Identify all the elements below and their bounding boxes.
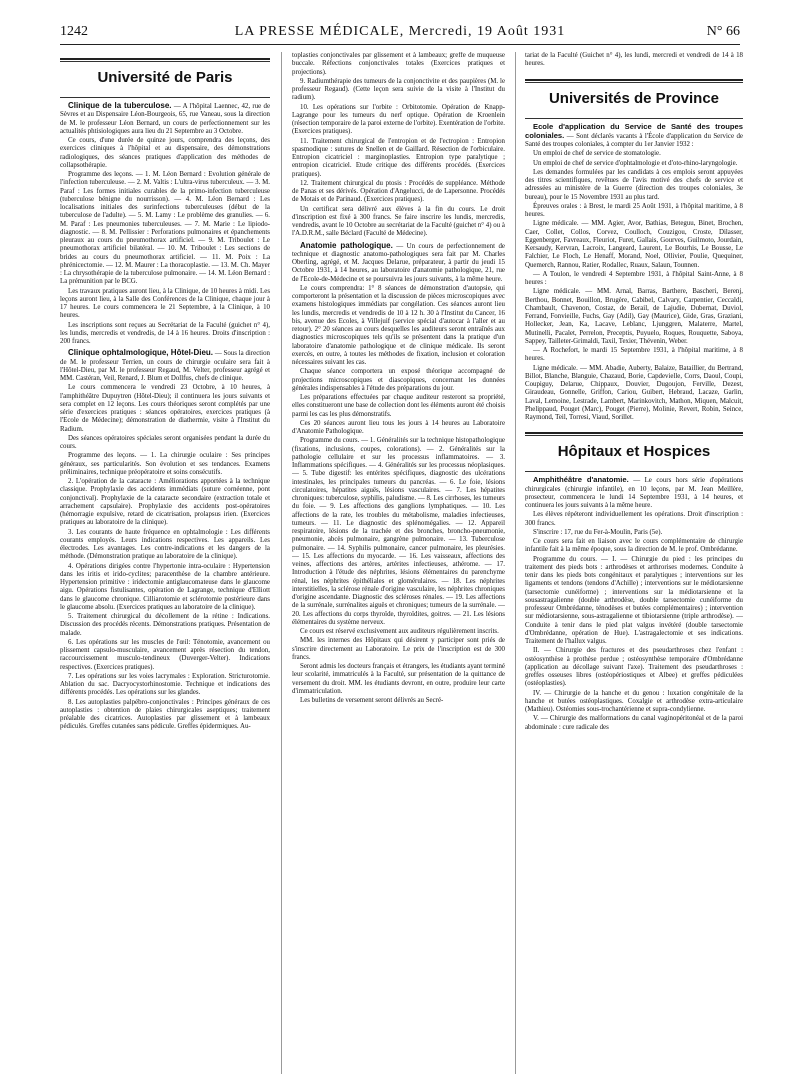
article-paragraph: Les demandes formulées par les candidats à ces emplois seront appuyées des titres scientifiques, revêtues de l'avis motivé des chefs de service et adressées au ministère de la Guerre (direction des troupes coloniales, 3e bureau), pour le 15 Novembre 1931 au plus tard. (525, 168, 743, 201)
article-heading: Amphithéâtre d'anatomie. (533, 475, 629, 485)
article-paragraph: 9. Radiumthérapie des tumeurs de la conjonctivite et des paupières (M. le professeur Regaud). (Cette leçon sera suivie de la visite à l'Institut du radium). (292, 77, 505, 102)
article-paragraph: Ligne médicale. — MM. Agier, Avor, Bathias, Beteguu, Binet, Brochen, Caer, Collet, Collos, Corvez, Coulloch, Couzigou, Croste, Dilasser, Eggenberger, Favreaux, Fleuriot, Furet, Gallais, Gourves, Guilmoto, Jourdain, Kersaudy, Kervran, Lacroix, Langeard, Laurent, Le Bourhis, Le Bousse, Le Falchier, Le Floch, Le Henaff, Morand, Noel, Ollivier, Poulie, Quequiner, Quemerch, Rannou, Ratier, Rodallec, Ruaux, Salaun, Tounnen. (525, 220, 743, 269)
article-heading: Clinique ophtalmologique, Hôtel-Dieu. (68, 348, 214, 358)
article-paragraph: Un certificat sera délivré aux élèves à la fin du cours. Le droit d'inscription est fixé à 300 francs. Se faire inscrire les lundis, mercredis, vendredis, avant le 10 Octobre au secrétariat de la Faculté (guichet n° 4) ou à l'A.D.R.M., salle Béclard (Faculté de Médecine). (292, 205, 505, 238)
article-paragraph: Seront admis les docteurs français et étrangers, les étudiants ayant terminé leur scolarité, immatriculés à la Faculté, sur présentation de la quittance de versement du droit. MM. les étudiants devront, en outre, produire leur carte d'immatriculation. (292, 663, 505, 695)
article-paragraph: Les élèves répéteront individuellement les opérations. Droit d'inscription : 300 francs. (525, 511, 743, 527)
section-rule (525, 82, 743, 83)
section-rule (525, 435, 743, 436)
issue-number: N° 66 (706, 24, 740, 39)
article-heading: Anatomie pathologique. (300, 240, 393, 250)
section-rule (525, 432, 743, 434)
article-paragraph: Les préparations effectuées par chaque auditeur resteront sa propriété, elles constitueront une base de collection dont les éléments auront été choisis parmi les cas les plus démonstratifs. (292, 394, 505, 418)
section-rule (525, 118, 743, 119)
article-paragraph: Le cours commencera le vendredi 23 Octobre, à 10 heures, à l'amphithéâtre Dupuytren (Hôtel-Dieu); il continuera les jours suivants et sera complet en 12 leçons. Les cours théoriques seront complétés par une série d'exercices pratiques : séances opératoires, exercices pratiques (à l'Ecole de Médecine); démonstration de diathermie, visite à l'Institut du Radium. (60, 384, 270, 433)
column-divider (515, 52, 516, 1074)
article-paragraph: 8. Les autoplasties palpébro-conjonctivales : Principes généraux de ces autoplasties : obtention de plaies chirurgicales aseptiques; traitement préalable des cicatrices. Autoplasties par glissement et à lambeaux pédiculés. Greffes cutanées sans pédicule. Greffes épidermiques. Au- (60, 698, 270, 731)
column-divider (281, 52, 282, 1074)
article-paragraph: Des séances opératoires spéciales seront organisées pendant la durée du cours. (60, 434, 270, 450)
article-heading: Clinique de la tuberculose. (68, 101, 172, 110)
page-header (60, 22, 740, 45)
article-paragraph: 4. Opérations dirigées contre l'hypertonie intra-oculaire : Hypertension dans les iritis et irido-cyclites; paracenthèse de la chambre antérieure. Hypertension primitive : iridectomie antiglaucomateuse dans le glaucome aigu. Opérations fistulisantes, opération de Lagrange, technique d'Elliott dans le glaucome chronique. Cilliarotomie et sclérotomie postérieure dans le glaucome absolu. (Exercices pratiques au laboratoire de la clinique). (60, 562, 270, 611)
section-title: Université de Paris (97, 69, 233, 86)
article-heading: Ecole d'application du Service de Santé des troupes coloniales. (525, 121, 743, 140)
article-paragraph: Les bulletins de versement seront délivrés au Secré- (300, 697, 444, 704)
article-paragraph: Anatomie pathologique. — Un cours de perfectionnement de technique et diagnostic anatomo-pathologiques sera fait par M. Charles Oberling, agrégé, et M. Jacques Delarue, préparateur, à partir du jeudi 15 Octobre 1931, à 14 heures, au laboratoire d'anatomie pathologique, 21, rue de l'Ecole-de-Médecine et se poursuivra les jours suivants, à la même heure. (292, 240, 505, 283)
article-paragraph: Ce cours est réservé exclusivement aux auditeurs régulièrement inscrits. (300, 628, 499, 635)
article-paragraph: Ligne médicale. — MM. Arnal, Barras, Barthere, Bascheri, Berenj, Berthou, Bonnet, Bouillon, Brugère, Cabibel, Calvary, Carpentier, Ceccaldi, Chambault, Chavenon, Costaz, de Berail, de Lajudie, Dubernat, Duviol, Ferrand, Fonvieille, Fuchs, Gay (Adil), Gay (Maurice), Gide, Gras, Graziani, Hollecker, Jean, Ka, Lacave, Leblanc, Ljunggren, Malaterre, Martel, Mutinelli, Pacalet, Perrelon, Preceptis, Puyuelo, Roques, Rouquette, Saboya, Sappey, Tailleter-Grimaldi, Taxil, Texier, Thévenin, Weber. (525, 288, 743, 345)
section-rule (60, 58, 270, 60)
article-paragraph: Programme des leçons. — 1. La chirurgie oculaire : Ses principes généraux, ses particularités. Son évolution et ses tendances. Examens préliminaires, technique préopératoire et soins consécutifs. (60, 452, 270, 476)
article-paragraph: 6. Les opérations sur les muscles de l'œil: Ténotomie, avancement ou plissement capsulo-musculaire, avancement après résection du tendon, raccourcissement musculo-tendineux (Duverger-Velter). Indications respectives. (Exercices pratiques). (60, 638, 270, 671)
article-paragraph: Amphithéâtre d'anatomie. — Le cours hors série d'opérations chirurgicales (chirurgie infantile), en 10 leçons, par M. Jean Meillère, prosecteur, commencera le lundi 14 Septembre 1931, à 14 heures, et continuera les jours suivants à la même heure. (525, 475, 743, 509)
section-rule (60, 97, 270, 98)
column-middle (292, 52, 505, 1074)
article-paragraph: MM. les internes des Hôpitaux qui désirent y participer sont priés de s'inscrire directement au Laboratoire. Le prix de l'inscription est de 300 francs. (292, 637, 505, 661)
article-paragraph: Clinique ophtalmologique, Hôtel-Dieu. — Sous la direction de M. le professeur Terrien, un cours de chirurgie oculaire sera fait à l'Hôtel-Dieu, par M. le professeur Regaud, M. Velter, professeur agrégé et MM. Castéran, Veil, Renard, J. Blum et Dollfus, chefs de clinique. (60, 348, 270, 382)
article-paragraph: Programme du cours. — 1. Généralités sur la technique histopathologique (fixations, inclusions, coupes, colorations). — 2. Généralités sur la pathologie cellulaire et sur les processus inflammatoires. — 3. Inflammations spécifiques. — 4. Généralités sur les processus néoplasiques. — 5. Tube digestif: les entérites spécifiques, diagnostic des ulcérations intestinales, les principales tumeurs du pancréas. — 6. Le foie, lésions circulatoires, hépatites aiguës, lésions vasculaires. — 7. Les hépatites chroniques: tuberculose, syphilis, paludisme. — 8. Les cirrhoses, les tumeurs du foie. — 9. Les affections des ganglions lymphatiques. — 10. Les affections de la rate, les troubles du métabolisme, maladies infectieuses, tumeurs. — 11. Le diagnostic des splénomégalies. — 12. Appareil respiratoire, lésions de la trachée et des bronches, broncho-pneumonie, pneumonie, abcès pulmonaire, gangrène pulmonaire. — 13. Tuberculose pulmonaire. — 14. Syphilis pulmonaire, cancer pulmonaire, les pleurésies. — 15. Les affections du myocarde. — 16. Les vaisseaux, affections des veines, affections des artères, artérites infectieuses, athérome. — 17. Introduction à l'étude des néphrites, lésions élémentaires du parenchyme rénal, les néphrites épithéliales et glomérulaires. — 18. Les néphrites interstitielles, la sclérose rénale d'origine vasculaire, les néphrites chroniques d'origine ascendante. Diagnostic des scléroses rénales. — 19. Les affections de la surrénale, surrénalites aiguës et chroniques; tumeurs de la surrénale. — 20. Les affections du corps thyroïde, thyroïdites, goitres. — 21. Les lésions élémentaires du système nerveux. (292, 437, 505, 626)
section-rule (60, 61, 270, 62)
column-left (60, 52, 270, 1074)
article-paragraph: Les inscriptions sont reçues au Secrétariat de la Faculté (guichet n° 4), les lundis, mercredis et vendredis, de 14 à 16 heures. Droits d'inscription : 200 francs. (60, 321, 270, 345)
journal-title: LA PRESSE MÉDICALE, Mercredi, 19 Août 1931 (234, 24, 566, 39)
section-rule (525, 471, 743, 472)
article-paragraph: toplasties conjonctivales par glissement et à lambeaux; greffe de muqueuse buccale. Réfections conjonctivales totales (Exercices pratiques et projections). (292, 52, 505, 76)
article-paragraph: II. — Chirurgie des fractures et des pseudarthroses chez l'enfant : ostéosynthèse à prothèse perdue ; ostéosynthèse temporaire d'Ombrédanne (application au décollage suivant l'axe). Traitement des pseudarthroses : greffes osseuses libres (ostéopériostiques et Albee) et greffes pédiculées (ostéoplasties). (525, 647, 743, 688)
article-paragraph: Clinique de la tuberculose. — A l'hôpital Laennec, 42, rue de Sèvres et au Dispensaire Léon-Bourgeois, 65, rue Vaneau, sous la direction de M. le professeur Léon Bernard, un cours de perfectionnement sur les actualités phtisiologiques aura lieu du 21 Septembre au 3 Octobre. (60, 101, 270, 135)
article-paragraph: Le cours comprendra: 1° 8 séances de démonstration d'autopsie, qui comporteront la présentation et la discussion de pièces microscopiques avec examens histologiques immédiats par congélation. Ces séances auront lieu les lundis, mercredis et vendredis de 10 à 12 h. 30 à l'Institut du Cancer, 16 bis, avenue des Ecoles, à Villejuif (service spécial d'autocar à l'aller et au retour). 2° 20 séances au cours desquelles les auditeurs seront entraînés aux diagnostics microscopiques tels qu'ils se présentent dans la pratique d'un laboratoire d'anatomie pathologique et de clinique médicale. Ils seront exercés, en outre, à toutes les méthodes de fixation, inclusion et coloration nécessaires suivant les cas. (292, 284, 505, 366)
article-paragraph: Les travaux pratiques auront lieu, à la Clinique, de 10 heures à midi. Les leçons auront lieu, à la Salle des Conférences de la Clinique, chaque jour à 17 heures. Le cours commencera le 21 Septembre, à la Clinique, à 10 heures. (60, 287, 270, 320)
article-paragraph: 12. Traitement chirurgical du ptosis : Procédés de suppléance. Méthode de Panas et ses dérivés. Opération d'Angelucci, de de Lapersonne. Procédés de Motais et de Parinaud. (Exercices pratiques). (292, 179, 505, 204)
article-paragraph: 2. L'opération de la cataracte : Améliorations apportées à la technique classique. Prophylaxie des accidents immédiats (suture cornéenne, pont conjonctival). Prophylaxie de la cataracte secondaire (extraction totale et arrachement capsulaire). Prophylaxie des accidents post-opératoires (hémorragie expulsive, retard de cicatrisation, prolapsus irien. (Exercices pratiques au laboratoire de la clinique). (60, 478, 270, 527)
article-paragraph: Ces 20 séances auront lieu tous les jours à 14 heures au Laboratoire d'Anatomie Pathologique. (292, 419, 505, 435)
column-right (525, 52, 743, 1074)
article-paragraph: 3. Les courants de haute fréquence en ophtalmologie : Les différents courants employés. Leurs indications respectives. Les appareils. Les électrodes. Les avantages. Les contre-indications et les dangers de la méthode. (Démonstration pratique au laboratoire de la clinique). (60, 528, 270, 561)
article-paragraph: IV. — Chirurgie de la hanche et du genou : luxation congénitale de la hanche et butées ostéoplastiques. Coxalgie et arthrodèse extra-articulaire (Mathieu). Ostéomies sous-trochantérienne et supra-condylienne. (525, 689, 743, 713)
section-rule (525, 79, 743, 81)
article-paragraph: Ce cours sera fait en liaison avec le cours complémentaire de chirurgie infantile fait à la même époque, sous la direction de M. le prof. Ombrédanne. (525, 538, 743, 554)
article-paragraph: Un emploi de chef de service de stomatologie. (533, 150, 661, 158)
article-paragraph: V. — Chirurgie des malformations du canal vaginopéritonéal et de la paroi abdominale : cure radicale des (525, 715, 743, 731)
article-paragraph: Chaque séance comportera un exposé théorique accompagné de projections microscopiques et diascopiques, concernant les données générales indispensables à l'étude des préparations du jour. (292, 368, 505, 392)
article-paragraph: Un emploi de chef de service d'ophtalmologie et d'oto-rhino-laryngologie. (533, 159, 738, 167)
article-paragraph: Programme du cours. — I. — Chirurgie du pied : les principes du traitement des pieds bots : arthrodèses et arthrorises modernes. Conduite à tenir dans les pieds bots congénitaux et paralytiques ; interventions sur les ligaments et tendons (tendons d'Achille) ; interventions sur le médiotarsienne (tarsectomie cunéiforme) ; interventions sur la médiotarsienne et la sousastragalienne (double arthrodèse, double tarsectomie cunéiforme du professeur Ombrédanne, ténodèses et butées complémentaires) ; intervention sur médiotarsienne, sous-astragalienne et tibiotarsienne (triple arthrodèse). — Conduite à tenir dans le pied plat valgus invétéré (double tarsectomie d'Ombrédanne, opération de Hue). L'astragalectomie et ses indications. Traitement de l'hallux valgus. (525, 555, 743, 645)
article-paragraph: Programme des leçons. — 1. M. Léon Bernard : Evolution générale de l'infection tuberculeuse. — 2. M. Valtis : L'ultra-virus tuberculeux. — 3. M. Paraf : Les formes initiales curables de la primo-infection tuberculeuse (tuberculose bénigne du nourrisson). — 4. M. Léon Bernard : Les localisations initiales des surinfections tuberculeuses (début de la tuberculose de l'adulte). — 5. M. Lamy : Le problème des granulies. — 6. M. Paraf : Les pneumonies tuberculeuses. — 7. M. Marie : Le lipiodo-diagnostic. — 8. M. Pellissier : Perforations pulmonaires et épanchements pleuraux au cours du pneumothorax artificiel. — 9. M. Triboulet : Le pneumothorax artificiel bilatéral. — 10. M. Triboulet : Les sections de brides au cours du pneumothorax artificiel. — 11. M. Poix : La phrénicectomie. — 12. M. Maurer : La thoracoplastie. — 13. M. Ch. Mayer : La chrysothérapie de la tuberculose pulmonaire. — 14. M. Léon Bernard : La prémunition par le BCG. (60, 171, 270, 286)
article-paragraph: — A Rochefort, le mardi 15 Septembre 1931, à l'hôpital maritime, à 8 heures. (525, 347, 743, 363)
article-paragraph: Ecole d'application du Service de Santé des troupes coloniales. — Sont déclarés vacants à l'École d'application du Service de Santé des troupes coloniales, à compter du 1er Janvier 1932 : (525, 121, 743, 148)
section-title: Hôpitaux et Hospices (557, 443, 711, 461)
page-number: 1242 (60, 24, 88, 39)
article-paragraph: S'inscrire : 17, rue du Fer-à-Moulin, Paris (5e). (533, 528, 663, 536)
article-paragraph: 5. Traitement chirurgical du décollement de la rétine : Indications. Discussion des procédés récents. Démonstrations pratiques. Présentation de malade. (60, 613, 270, 637)
article-paragraph: tariat de la Faculté (Guichet n° 4), les lundi, mercredi et vendredi de 14 à 18 heures. (525, 52, 743, 68)
article-paragraph: 11. Traitement chirurgical de l'entropion et de l'ectropion : Entropion spasmodique : sutures de Snellen et de Gaillard. Résection de l'orbiculaire. Entropion cicatriciel : marginoplasties. Entropion type paralytique ; entropion cicatriciel. Etude critique des différents procédés. (Exercices pratiques). (292, 137, 505, 178)
section-title: Universités de Province (548, 89, 720, 107)
article-paragraph: Ce cours, d'une durée de quinze jours, comprendra des leçons, des exercices cliniques à l'hôpital et au dispensaire, des démonstrations radiologiques, des séances pratiques d'application des méthodes de collapsothérapie. (60, 137, 270, 169)
article-paragraph: 7. Les opérations sur les voies lacrymales : Exploration. Stricturotomie. Ablation du sac. Dacryocystorhinostomie. Technique et indications des différents procédés. Les opérations sur les glandes. (60, 672, 270, 697)
article-paragraph: Ligne médicale. — MM. Abadie, Auberty, Balaize, Bataillier, du Bertrand, Billot, Blanche, Blanguie, Chazaud, Borie, Capdevielle, Corrs, Daoul, Coupi, Coupiguy, Delarue, Chippaux, Douvier, Dugoujon, Ferville, Dezest, Giraudeau, Gonnelle, Griffon, Cariou, Guibert, Hebraud, Lacaze, Garlin, Laval, Lemoine, Lestrade, Lambert, Marinkovitch, Mathon, Miquen, Malcuit, Phelippaud, Pouget (Marc), Pouget (Pierre), Molinie, Revert, Robin, Seince, Raymond, Teil, Torresi, Viaud, Sorillet. (525, 364, 743, 421)
article-paragraph: — A Toulon, le vendredi 4 Septembre 1931, à l'hôpital Saint-Anne, à 8 heures : (525, 270, 743, 286)
article-paragraph: 10. Les opérations sur l'orbite : Orbitotomie. Opération de Knapp-Lagrange pour les tumeurs du nerf optique. Opération de Kroenlein (résection temporaire de la paroi externe de l'orbite). Exentération de l'orbite. (Exercices pratiques). (292, 103, 505, 136)
article-paragraph: Épreuves orales : à Brest, le mardi 25 Août 1931, à l'hôpital maritime, à 8 heures. (525, 202, 743, 218)
